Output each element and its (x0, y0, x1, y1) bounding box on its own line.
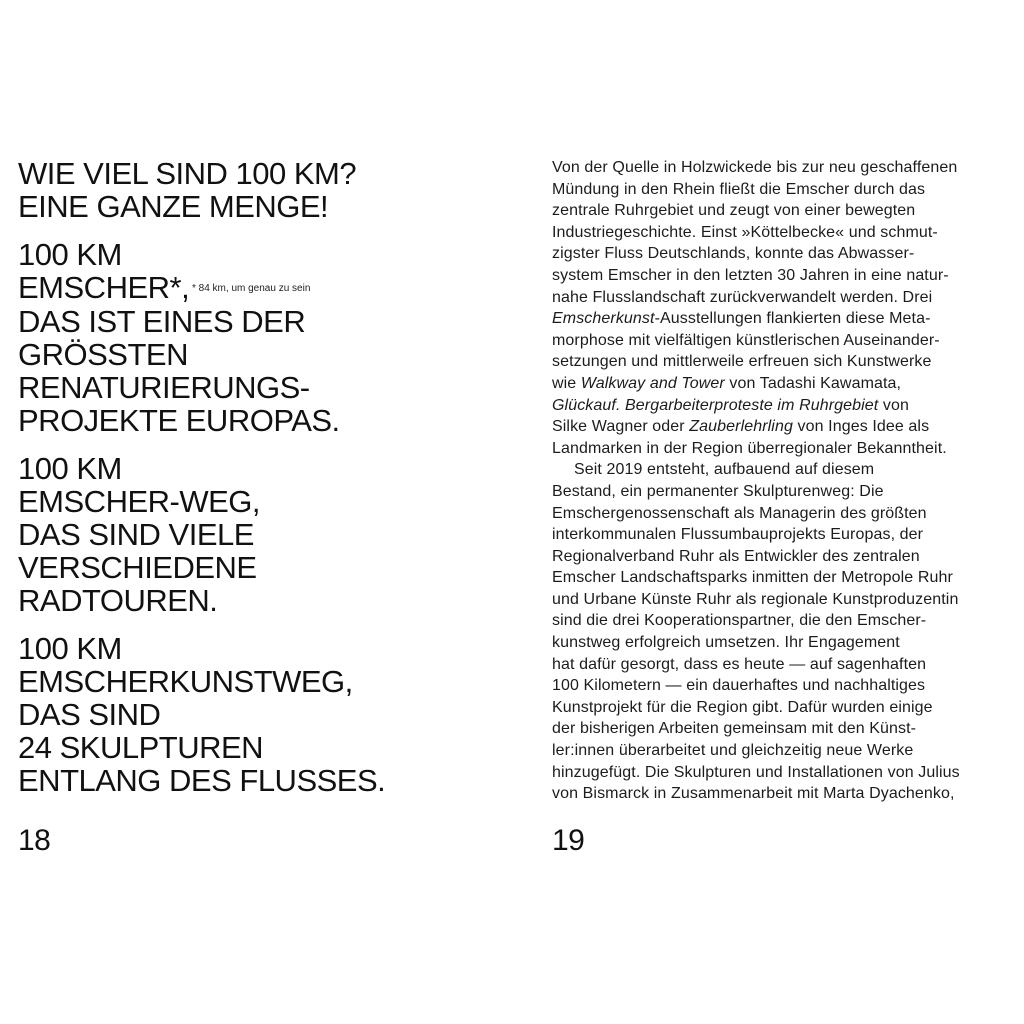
headline-block (18, 452, 518, 617)
text-run: nahe Flusslandschaft zurückverwandelt werden. Drei (552, 288, 933, 306)
page-right (552, 157, 1022, 805)
text-run: 100 Kilometern — ein dauerhaftes und nachhaltiges (552, 677, 926, 695)
page-left (18, 157, 518, 812)
page-number-left: 18 (18, 824, 51, 857)
text-run: Emschergenossenschaft als Managerin des größten (552, 504, 927, 522)
headline-block (18, 157, 518, 223)
text-run: 100 KM (18, 451, 122, 486)
text-run: 24 SKULPTUREN (18, 730, 264, 765)
text-run: zigster Fluss Deutschlands, konnte das Abwasser- (552, 245, 915, 263)
text-run: GRÖSSTEN (18, 337, 188, 372)
text-run: Von der Quelle in Holzwickede bis zur neu geschaffenen (552, 159, 958, 176)
text-run: von Inges Idee als (792, 418, 930, 436)
text-run: Emscher Landschaftsparks inmitten der Metropole Ruhr (552, 569, 953, 587)
text-run: DAS SIND VIELE (18, 517, 254, 552)
text-run: 100 KM (18, 237, 122, 272)
text-run: Seit 2019 entsteht, aufbauend auf diesem (574, 461, 875, 479)
headline-block (18, 632, 518, 797)
text-run: Zauberlehrling (689, 418, 793, 436)
headline-block (18, 238, 518, 437)
text-run: hinzugefügt. Die Skulpturen und Installationen von Julius (552, 763, 960, 781)
text-run: EMSCHER-WEG, (18, 484, 260, 519)
text-run: und Urbane Künste Ruhr als regionale Kunstproduzentin (552, 590, 959, 608)
text-run: Emscherkunst (552, 310, 655, 328)
text-run: zentrale Ruhrgebiet und zeugt von einer bewegten (552, 202, 916, 220)
text-run: EMSCHERKUNSTWEG, (18, 664, 353, 699)
text-run: EINE GANZE MENGE! (18, 189, 329, 224)
text-run: interkommunalen Flussumbauprojekts Europas, der (552, 526, 924, 544)
text-run: morphose mit vielfältigen künstlerischen Auseinander- (552, 331, 940, 349)
page-number-right: 19 (552, 824, 585, 857)
text-run: von Tadashi Kawamata, (724, 374, 902, 392)
text-run: DAS IST EINES DER (18, 304, 306, 339)
body-paragraph (552, 459, 1022, 805)
text-run: Kunstprojekt für die Region gibt. Dafür wurden einige (552, 698, 933, 716)
text-run: DAS SIND (18, 697, 161, 732)
text-run: RADTOUREN. (18, 583, 218, 618)
text-run: Industriegeschichte. Einst »Köttelbecke« und schmut- (552, 223, 938, 241)
footnote-text: * 84 km, um genau zu sein (189, 283, 311, 294)
text-run: von (878, 396, 909, 414)
text-run: Silke Wagner oder (552, 418, 690, 436)
text-run: ler:innen überarbeitet und gleichzeitig neue Werke (552, 742, 914, 760)
text-run: setzungen und mittlerweile erfreuen sich Kunstwerke (552, 353, 932, 371)
text-run: von Bismarck in Zusammenarbeit mit Marta Dyachenko, (552, 785, 955, 803)
text-run: ENTLANG DES FLUSSES. (18, 763, 386, 798)
text-run: Glückauf. Bergarbeiterproteste im Ruhrgebiet (552, 396, 879, 414)
text-run: kunstweg erfolgreich umsetzen. Ihr Engagement (552, 634, 900, 652)
text-run: wie (552, 374, 581, 392)
text-run: system Emscher in den letzten 30 Jahren in eine natur- (552, 266, 949, 284)
text-run: Bestand, ein permanenter Skulpturenweg: Die (552, 482, 884, 500)
text-run: Mündung in den Rhein fließt die Emscher durch das (552, 180, 926, 198)
text-run: Walkway and Tower (580, 374, 725, 392)
text-run: sind die drei Kooperationspartner, die den Emscher- (552, 612, 927, 630)
text-run: VERSCHIEDENE (18, 550, 257, 585)
text-run: hat dafür gesorgt, dass es heute — auf sagenhaften (552, 655, 927, 673)
text-run: -Ausstellungen flankierten diese Meta- (654, 310, 931, 328)
text-run: RENATURIERUNGS- (18, 370, 310, 405)
text-run: Regionalverband Ruhr als Entwickler des zentralen (552, 547, 920, 565)
body-text (552, 157, 1022, 805)
text-run: der bisherigen Arbeiten gemeinsam mit den Künst- (552, 720, 917, 738)
text-run: WIE VIEL SIND 100 KM? (18, 156, 357, 191)
text-run: 100 KM (18, 631, 122, 666)
headline-blocks (18, 157, 518, 797)
body-paragraph (552, 157, 1022, 459)
text-run: PROJEKTE EUROPAS. (18, 403, 340, 438)
text-run: EMSCHER*, (18, 270, 190, 305)
text-run: Landmarken in der Region überregionaler Bekanntheit. (552, 439, 947, 457)
